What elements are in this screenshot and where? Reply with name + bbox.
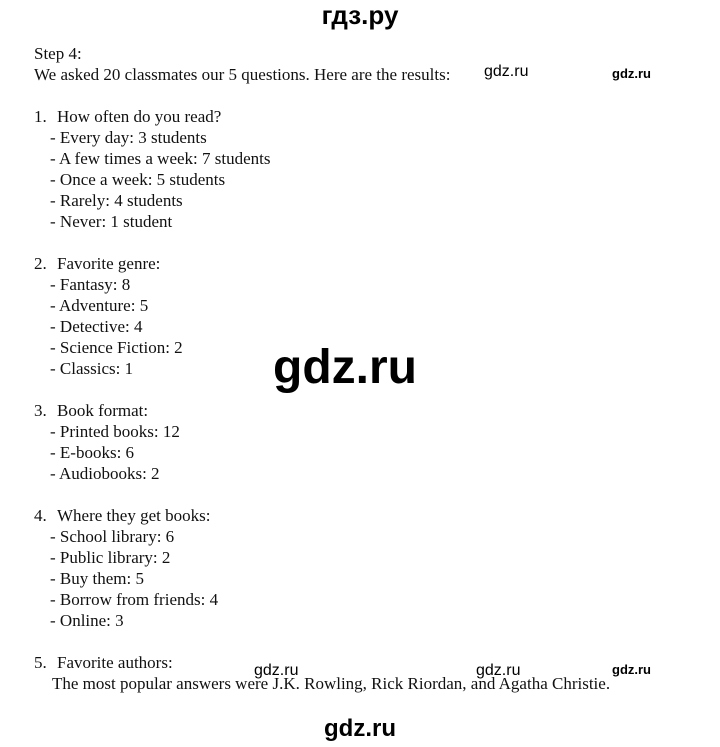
authors-answer: The most popular answers were J.K. Rowling, Rick Riordan, and Agatha Christie. [52,674,611,693]
answer-item: - Never: 1 student [50,212,173,231]
watermark-small: gdz.ru [612,662,651,677]
watermark-small: gdz.ru [612,66,651,81]
answer-item: - Audiobooks: 2 [50,464,160,483]
answer-item: - Science Fiction: 2 [50,338,183,357]
answer-item: - Classics: 1 [50,359,134,378]
answer-item: - Rarely: 4 students [50,191,183,210]
answer-item: - Printed books: 12 [50,422,180,441]
question-title: Favorite genre: [57,254,161,273]
question-number: 5. [34,653,47,672]
step-heading: Step 4: [34,44,82,63]
question-title: How often do you read? [57,107,222,126]
answer-item: - E-books: 6 [50,443,135,462]
answer-item: - Borrow from friends: 4 [50,590,219,609]
question-number: 1. [34,107,47,126]
question-title: Favorite authors: [57,653,173,672]
answer-item: - Fantasy: 8 [50,275,131,294]
answer-item: - Buy them: 5 [50,569,144,588]
watermark-small: gdz.ru [254,662,299,679]
watermark-main: gdz.ru [273,341,417,394]
question-title: Book format: [57,401,149,420]
question-number: 3. [34,401,47,420]
answer-item: - School library: 6 [50,527,175,546]
question-title: Where they get books: [57,506,211,525]
watermark-header: гдз.ру [321,0,399,30]
watermark-small: gdz.ru [476,662,521,679]
intro-text: We asked 20 classmates our 5 questions. Here are the results: [34,65,451,84]
answer-item: - Once a week: 5 students [50,170,226,189]
question-3 [34,400,610,484]
answer-item: - Adventure: 5 [50,296,149,315]
question-number: 4. [34,506,47,525]
answer-item: - Online: 3 [50,611,124,630]
answer-item: - Public library: 2 [50,548,171,567]
question-number: 2. [34,254,47,273]
answer-item: - Detective: 4 [50,317,143,336]
answer-item: - A few times a week: 7 students [50,149,271,168]
question-4 [34,505,610,631]
question-1 [34,106,610,232]
question-5 [34,652,610,694]
watermark-small: gdz.ru [484,63,529,80]
watermark-footer: gdz.ru [324,715,396,742]
answer-item: - Every day: 3 students [50,128,207,147]
